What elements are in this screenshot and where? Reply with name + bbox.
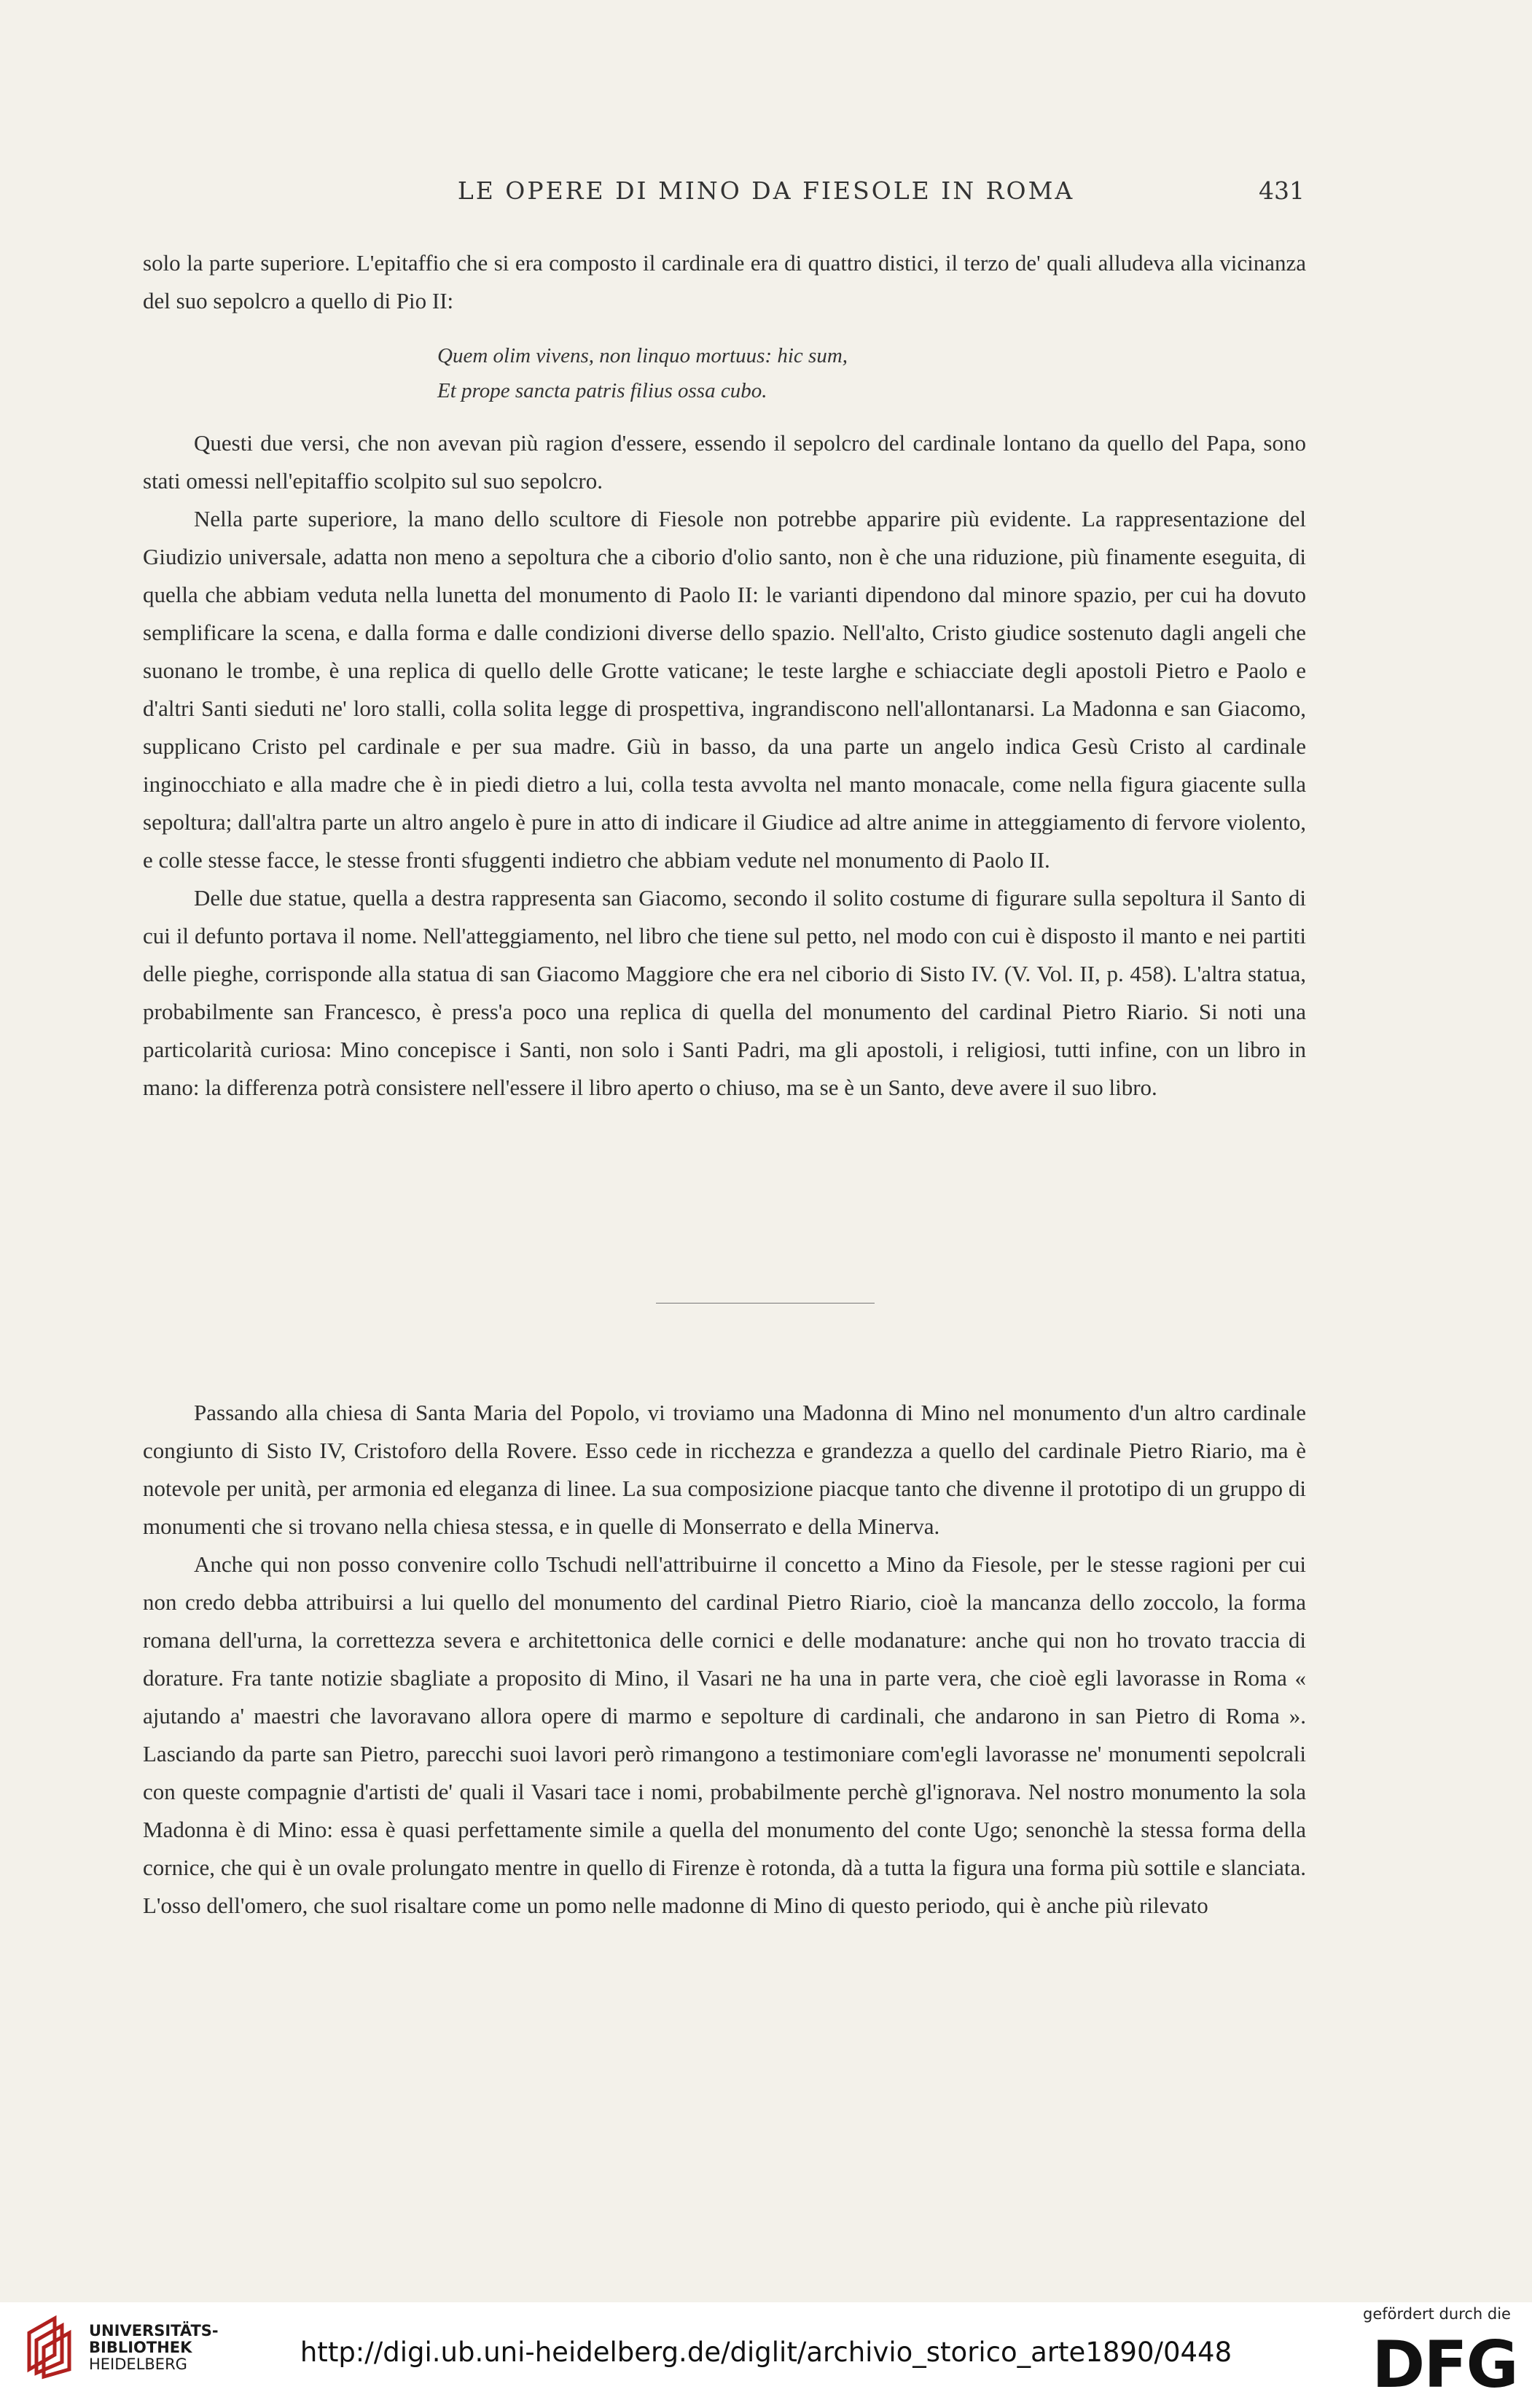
body-text-bottom xyxy=(143,1394,1306,1925)
body-text-middle xyxy=(143,424,1306,1107)
dfg-logo-icon xyxy=(1372,2330,1517,2396)
paragraph: Questi due versi, che non avevan più ragion d'essere, essendo il sepolcro del cardinale lontano da quello del Papa, sono stati omessi nell'epitaffio scolpito sul suo sepolcro. xyxy=(143,430,1306,494)
dfg-logo-text: DFG xyxy=(1372,2330,1517,2396)
paragraph: solo la parte superiore. L'epitaffio che si era composto il cardinale era di quattro distici, il terzo de' quali alludeva alla vicinanza del suo sepolcro a quello di Pio II: xyxy=(143,250,1306,313)
paragraph: Passando alla chiesa di Santa Maria del Popolo, vi troviamo una Madonna di Mino nel monumento d'un altro cardinale congiunto di Sisto IV, Cristoforo della Rovere. Esso cede in ricchezza e grandezza a quello del cardinale Pietro Riario, ma è notevole per unità, per armonia ed eleganza di linee. La sua composizione piacque tanto che divenne il prototipo di un gruppo di monumenti che si trovano nella chiesa stessa, e in quelle di Monserrato e della Minerva. xyxy=(143,1400,1306,1539)
verse-line: Quem olim vivens, non linquo mortuus: hic sum, xyxy=(437,344,848,367)
paragraph: Nella parte superiore, la mano dello scultore di Fiesole non potrebbe apparire più evidente. La rappresentazione del Giudizio universale, adatta non meno a sepoltura che a ciborio d'olio santo, non è che una riduzione, più finamente eseguita, di quella che abbiam veduta nella lunetta del monumento di Paolo II: le varianti dipendono dal minore spazio, per cui ha dovuto semplificare la scena, e dalla forma e dalle condizioni diverse dello spazio. Nell'alto, Cristo giudice sostenuto dagli angeli che suonano le trombe, è una replica di quello delle Grotte vaticane; le teste larghe e schiacciate degli apostoli Pietro e Paolo e d'altri Santi sieduti ne' loro stalli, colla solita legge di prospettiva, ingrandiscono nell'allontanarsi. La Madonna e san Giacomo, supplicano Cristo pel cardinale e per sua madre. Giù in basso, da una parte un angelo indica Gesù Cristo al cardinale inginocchiato e alla madre che è in piedi dietro a lui, colla testa avvolta nel manto monacale, come nella figura giacente sulla sepoltura; dall'altra parte un altro angelo è pure in atto di indicare il Giudice ad altre anime in atteggiamento di fervore violento, e colle stesse facce, le stesse fronti sfuggenti indietro che abbiam vedute nel monumento di Paolo II. xyxy=(143,506,1306,873)
section-separator xyxy=(656,1303,875,1304)
funded-by-label: gefördert durch die xyxy=(1363,2305,1511,2323)
library-name-line: UNIVERSITÄTS- xyxy=(89,2322,219,2339)
verse-line: Et prope sancta patris filius ossa cubo. xyxy=(437,379,767,402)
digital-url-link[interactable]: http://digi.ub.uni-heidelberg.de/diglit/archivio_storico_arte1890/0448 xyxy=(300,2337,1232,2368)
library-name-line: HEIDELBERG xyxy=(89,2356,187,2373)
body-text-top xyxy=(143,244,1306,320)
library-name-line: BIBLIOTHEK xyxy=(89,2339,192,2356)
paragraph: Anche qui non posso convenire collo Tschudi nell'attribuirne il concetto a Mino da Fiesole, per le stesse ragioni per cui non credo debba attribuirsi a lui quello del monumento del cardinal Pietro Riario, cioè la mancanza dello zoccolo, la forma romana dell'urna, la correttezza severa e architettonica delle cornici e delle modanature: anche qui non ho trovato traccia di dorature. Fra tante notizie sbagliate a proposito di Mino, il Vasari ne ha una in parte vera, che cioè egli lavorasse in Roma « ajutando a' maestri che lavoravano allora opere di marmo e sepolture di cardinali, che andarono in san Pietro di Roma ». Lasciando da parte san Pietro, parecchi suoi lavori però rimangono a testimoniare com'egli lavorasse ne' monumenti sepolcrali con queste compagnie d'artisti de' quali il Vasari tace i nomi, probabilmente perchè gl'ignorava. Nel nostro monumento la sola Madonna è di Mino: essa è quasi perfettamente simile a quella del monumento del conte Ugo; senonchè la stessa forma della cornice, che qui è un ovale prolungato mentre in quello di Firenze è rotonda, dà a tutta la figura una forma più sottile e slanciata. L'osso dell'omero, che suol risaltare come un pomo nelle madonne di Mino di questo periodo, qui è anche più rilevato xyxy=(143,1551,1306,1918)
epitaph-verse xyxy=(437,338,1093,408)
paragraph: Delle due statue, quella a destra rappresenta san Giacomo, secondo il solito costume di figurare sulla sepoltura il Santo di cui il defunto portava il nome. Nell'atteggiamento, nel libro che tiene sul petto, nel modo con cui è disposto il manto e nei partiti delle pieghe, corrisponde alla statua di san Giacomo Maggiore che era nel ciborio di Sisto IV. (V. Vol. II, p. 458). L'altra statua, probabilmente san Francesco, è press'a poco una replica di quella del monumento del cardinal Pietro Riario. Si noti una particolarità curiosa: Mino concepisce i Santi, non solo i Santi Padri, ma gli apostoli, i religiosi, tutti infine, con un libro in mano: la differenza potrà consistere nell'essere il libro aperto o chiuso, ma se è un Santo, deve avere il suo libro. xyxy=(143,885,1306,1100)
page-number: 431 xyxy=(1259,176,1305,205)
running-title: LE OPERE DI MINO DA FIESOLE IN ROMA xyxy=(457,176,1075,205)
